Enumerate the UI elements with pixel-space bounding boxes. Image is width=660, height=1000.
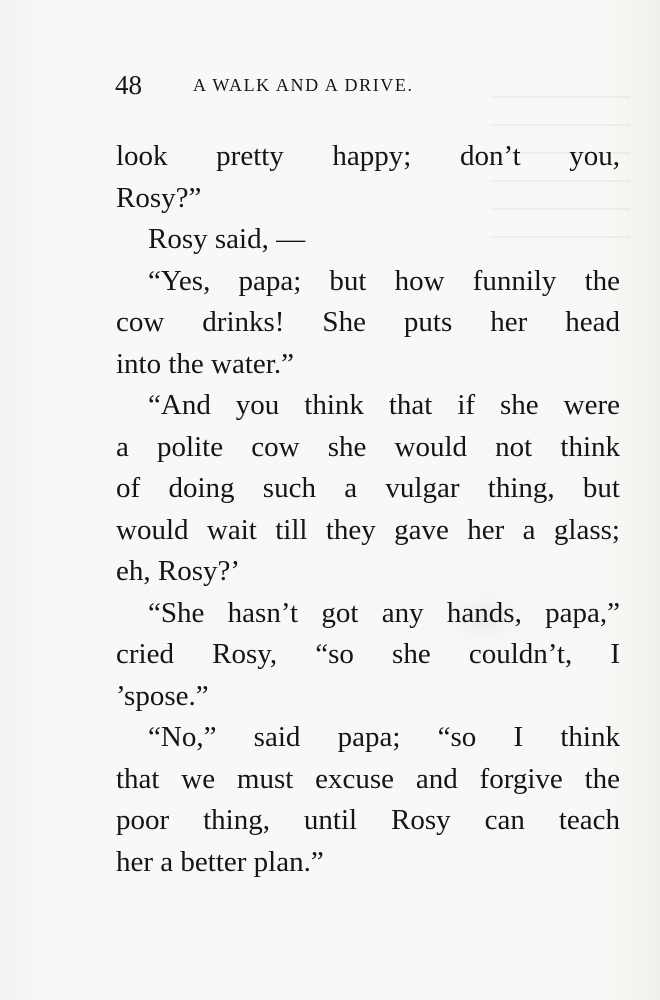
text-line: a polite cow she would not think (116, 430, 620, 463)
text-line: “And you think that if she were (148, 389, 620, 421)
text-line: would wait till they gave her a glass; (116, 513, 620, 546)
text-line: eh, Rosy?’ (116, 555, 241, 587)
text-line: that we must excuse and forgive the (116, 762, 620, 795)
text-line: poor thing, until Rosy can teach (116, 804, 620, 836)
text-line: Rosy?” (116, 181, 202, 214)
text-line: Rosy said, — (148, 223, 306, 255)
text-line: her a better plan.” (116, 845, 324, 878)
text-line: cow drinks! She puts her head (116, 306, 620, 338)
page-header (115, 68, 545, 104)
page-body-text (116, 136, 620, 883)
text-line: cried Rosy, “so she couldn’t, I (116, 638, 620, 670)
text-line: ’spose.” (116, 679, 209, 712)
text-line: “Yes, papa; but how funnily the (148, 264, 620, 297)
text-line: into the water.” (116, 347, 294, 380)
text-line: of doing such a vulgar thing, but (116, 472, 620, 504)
text-line: “She hasn’t got any hands, papa,” (148, 596, 620, 629)
text-line: look pretty happy; don’t you, (116, 140, 620, 172)
text-line: “No,” said papa; “so I think (148, 721, 620, 753)
page-number: 48 (115, 70, 142, 100)
running-head: A WALK AND A DRIVE. (193, 75, 414, 95)
